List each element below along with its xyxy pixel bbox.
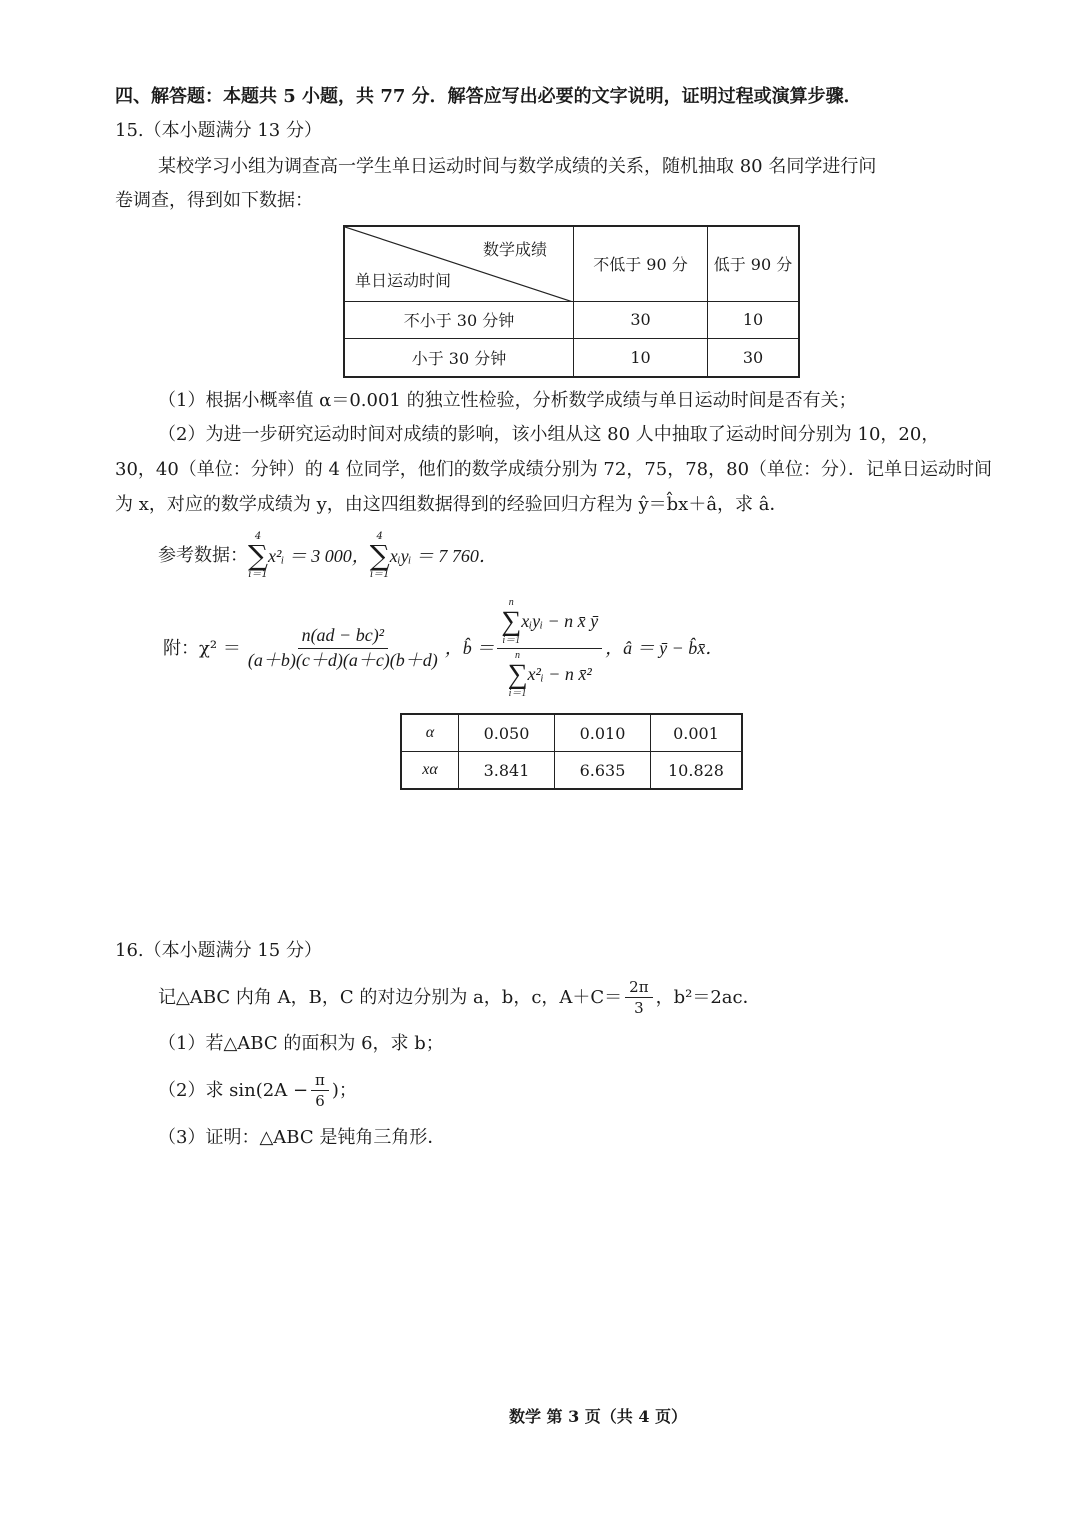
ref-sum2: xᵢyᵢ ＝ 7 760． (389, 545, 497, 566)
q15-intro-line1: 某校学习小组为调查高一学生单日运动时间与数学成绩的关系，随机抽取 80 名同学进行问 (158, 156, 877, 177)
sum-symbol: 4 ∑ i＝1 (369, 530, 390, 580)
q16-part2-b: )； (331, 1079, 357, 1101)
q16-intro (158, 975, 761, 1020)
row-label: 小于 30 分钟 (344, 339, 574, 377)
cell: 30 (708, 339, 800, 377)
diagonal-header-cell (344, 226, 574, 301)
cell: 0.001 (651, 714, 743, 752)
q15-part1: （1）根据小概率值 α＝0.001 的独立性检验，分析数学成绩与单日运动时间是否有关； (158, 390, 857, 411)
q16-title: 16.（本小题满分 15 分） (115, 940, 322, 961)
table-row (401, 752, 742, 790)
reference-data (158, 528, 497, 583)
q15-part2-line3: 为 x，对应的数学成绩为 y，由这四组数据得到的经验回归方程为 ŷ＝b̂x＋â，求 â． (115, 494, 788, 515)
cell: 30 (574, 301, 708, 339)
row-label: 不小于 30 分钟 (344, 301, 574, 339)
cell: 3.841 (459, 752, 555, 790)
col-header: 低于 90 分 (708, 226, 800, 301)
cell: xα (401, 752, 459, 790)
b-hat-fraction: n ∑ i＝1 xᵢyᵢ − n x̄ ȳ n ∑ i＝1 x²ᵢ − n x̄² (497, 598, 602, 699)
two-pi-over-3: $\frac{2\pi}{3}$ (625, 979, 652, 1017)
ref-sum1: x²ᵢ ＝ 3 000， (268, 545, 370, 566)
q16-part1: （1）若△ABC 的面积为 6，求 b； (158, 1033, 444, 1054)
b-hat-label: ，b̂ ＝ (444, 637, 495, 658)
q15-intro-line2: 卷调查，得到如下数据： (115, 190, 313, 211)
ref-label: 参考数据： (158, 544, 248, 566)
cell: 10.828 (651, 752, 743, 790)
section-header: 四、解答题：本题共 5 小题，共 77 分．解答应写出必要的文字说明，证明过程或演算步骤． (115, 86, 862, 107)
q16-intro-a: 记△ABC 内角 A，B，C 的对边分别为 a，b，c，A＋C＝ (158, 986, 623, 1008)
cell: 10 (574, 339, 708, 377)
table-row (344, 301, 799, 339)
diag-top-label: 数学成绩 (482, 240, 547, 259)
page-footer: 数学 第 3 页（共 4 页） (508, 1407, 688, 1426)
chi-square-fraction: $\frac{\text{n(ad − bc)²}}{(a+b)(c+d)(a+c)(b+d)}$ (247, 625, 438, 670)
sum-symbol: 4 ∑ i＝1 (248, 530, 268, 580)
pi-over-6: $\frac{\pi}{6}$ (311, 1072, 329, 1110)
critical-value-table (400, 713, 743, 790)
cell: 0.010 (555, 714, 651, 752)
table-row (344, 339, 799, 377)
contingency-table (343, 225, 800, 378)
q15-title: 15.（本小题满分 13 分） (115, 120, 322, 141)
table-row (401, 714, 742, 752)
q15-part2-line2: 30，40（单位：分钟）的 4 位同学，他们的数学成绩分别为 72，75，78，80（单位：分）．记单日运动时间 (115, 459, 993, 480)
diag-bottom-label: 单日运动时间 (355, 270, 452, 290)
q16-intro-b: ，b²＝2ac． (655, 986, 761, 1008)
q15-part2-line1: （2）为进一步研究运动时间对成绩的影响，该小组从这 80 人中抽取了运动时间分别为 10，20， (158, 424, 940, 445)
cell: α (401, 714, 459, 752)
cell: 0.050 (459, 714, 555, 752)
a-hat-formula: ，â ＝ ȳ − b̂x̄． (605, 637, 724, 658)
q16-part2 (158, 1068, 357, 1113)
col-header: 不低于 90 分 (574, 226, 708, 301)
appendix-formulas (163, 596, 723, 701)
cell: 10 (708, 301, 800, 339)
appendix-label: 附：χ² ＝ (163, 637, 241, 659)
q16-part3: （3）证明：△ABC 是钝角三角形． (158, 1127, 446, 1148)
q16-part2-a: （2）求 sin(2A − (158, 1079, 309, 1101)
cell: 6.635 (555, 752, 651, 790)
